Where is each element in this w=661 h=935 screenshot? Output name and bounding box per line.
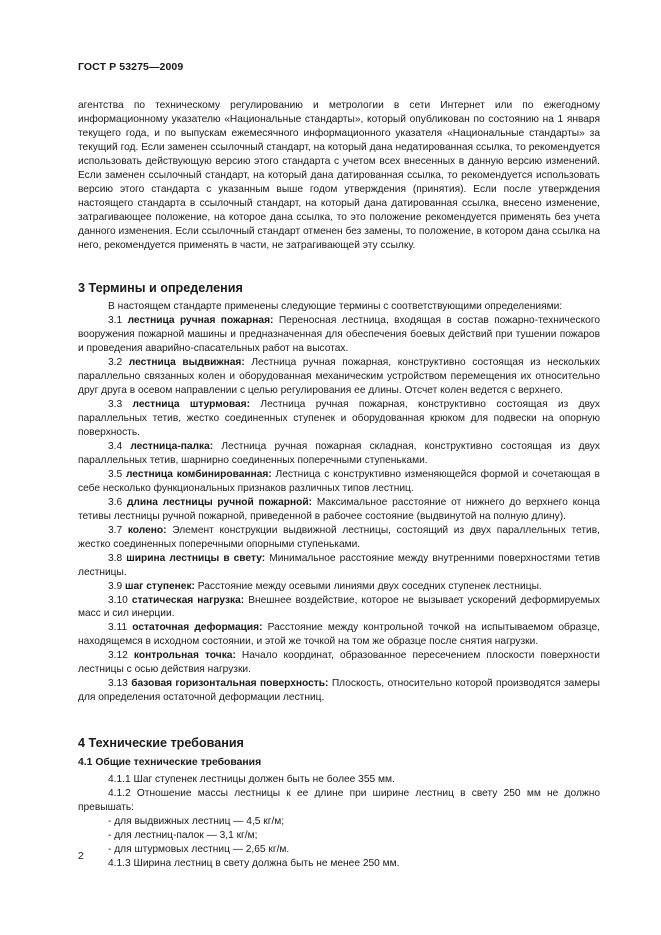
term-definition (78, 314, 600, 356)
term-name: контрольная точка: (133, 650, 236, 662)
term-number: 3.13 (108, 678, 128, 690)
term-definition (78, 496, 600, 524)
term-definition (78, 580, 600, 594)
term-text: Расстояние между осевыми линиями двух соседних ступенек лестницы. (197, 580, 542, 592)
term-number: 3.12 (108, 650, 128, 662)
term-name: шаг ступенек: (125, 580, 195, 592)
term-text: Переносная лестница, входящая в состав пожарно-технического вооружения пожарной машины и предназначенная для обеспечения боевых действий при тушении пожаров и проведения аварийно-спасательных работ на высотах. (78, 315, 600, 355)
term-number: 3.1 (108, 315, 123, 327)
term-definition (78, 621, 600, 649)
term-name: лестница штурмовая: (132, 399, 251, 411)
section-4-title: 4 Технические требования (78, 736, 244, 751)
section-3-lead: В настоящем стандарте применены следующие термины с соответствующими определениями: (108, 301, 563, 313)
term-number: 3.2 (108, 357, 123, 369)
term-name: лестница-палка: (130, 441, 214, 453)
list-item: - для штурмовых лестниц — 2,65 кг/м. (108, 843, 290, 855)
term-text: Плоскость, относительно которой производятся замеры для определения остаточной деформации лестниц. (78, 678, 600, 704)
term-number: 3.10 (108, 594, 128, 606)
term-text: Внешнее воздействие, которое не вызывает ускорений деформируемых масс и сил инерции. (78, 594, 600, 620)
term-name: статическая нагрузка: (131, 594, 245, 606)
clause-4-1-3: 4.1.3 Ширина лестниц в свету должна быть не менее 250 мм. (108, 857, 400, 869)
term-text: Лестница ручная пожарная, конструктивно состоящая из нескольких параллельно связанных колен и оборудованная механическим устройством перемещения их относительно друг друга в осевом направлении с целью регулирования ее длины. Отсчет колен ведется с верхнего. (78, 357, 600, 397)
list-item: - для лестниц-палок — 3,1 кг/м; (108, 829, 258, 841)
term-name: длина лестницы ручной пожарной: (126, 496, 313, 508)
section-3-title: 3 Термины и определения (78, 281, 243, 296)
term-name: лестница комбинированная: (125, 468, 272, 480)
term-text: Лестница с конструктивно изменяющейся формой и сочетающая в себе несколько функциональных признаков различных типов лестниц. (78, 468, 600, 494)
term-text: Лестница ручная пожарная, конструктивно состоящая из двух параллельных тетив, жестко соединенных ступенек и оборудованная крюком для подвески на опорную поверхность. (78, 399, 600, 439)
term-number: 3.11 (108, 622, 128, 634)
term-text: Максимальное расстояние от нижнего до верхнего конца тетивы лестницы ручной пожарной, приведенной в рабочее состояние (выдвинутой на полную длину). (78, 496, 600, 522)
term-name: колено: (127, 524, 167, 536)
term-definition (78, 677, 600, 705)
term-definition (78, 468, 600, 496)
clause-4-1-1: 4.1.1 Шаг ступенек лестницы должен быть не более 355 мм. (108, 774, 395, 786)
term-name: ширина лестницы в свету: (126, 552, 266, 564)
term-text: Начало координат, образованное пересечением плоскости поверхности лестницы с осью действия нагрузки. (78, 650, 600, 676)
term-name: остаточная деформация: (132, 622, 263, 634)
term-text: Минимальное расстояние между внутренними поверхностями тетив лестницы. (78, 552, 600, 578)
document-header: ГОСТ Р 53275—2009 (78, 61, 184, 73)
page-number: 2 (78, 850, 84, 862)
term-number: 3.7 (108, 524, 123, 536)
term-number: 3.8 (108, 552, 123, 564)
term-definition (78, 440, 600, 468)
term-number: 3.5 (108, 468, 123, 480)
subsection-4-1-title: 4.1 Общие технические требования (78, 757, 262, 769)
term-number: 3.4 (108, 441, 123, 453)
terms-list (78, 314, 600, 705)
term-definition (78, 649, 600, 677)
term-name: лестница ручная пожарная: (127, 315, 274, 327)
document-body (78, 99, 600, 871)
term-definition (78, 552, 600, 580)
term-name: лестница выдвижная: (128, 357, 245, 369)
term-text: Лестница ручная пожарная складная, конструктивно состоящая из двух параллельных тетив, шарнирно соединенных поперечными ступеньками. (78, 441, 600, 466)
term-text: Элемент конструкции выдвижной лестницы, состоящий из двух параллельных тетив, жестко соединенных поперечными опорными ступеньками. (78, 524, 600, 550)
term-definition (78, 524, 600, 552)
term-definition (78, 594, 600, 622)
term-definition (78, 356, 600, 398)
list-item: - для выдвижных лестниц — 4,5 кг/м; (108, 815, 285, 827)
term-number: 3.9 (108, 580, 123, 592)
intro-paragraph: агентства по техническому регулированию и метрологии в сети Интернет или по ежегодному информационному указателю «Национальные стандарты», который опубликован по состоянию на 1 января текущего года, и по выпускам ежемесячного информационного указателя «Национальные стандарты» за текущий год. Если заменен ссылочный стандарт, на который дана недатированная ссылка, то рекомендуется использовать действующую версию этого стандарта с учетом всех внесенных в данную версию изменений. Если заменен ссылочный стандарт, на который дана датированная ссылка, то рекомендуется использовать версию этого стандарта с указанным выше годом утверждения (принятия). Если после утверждения настоящего стандарта в ссылочный стандарт, на который дана датированная ссылка, внесено изменение, затрагивающее положение, на которое дана ссылка, то это положение рекомендуется применять без учета данного изменения. Если ссылочный стандарт отменен без замены, то положение, в котором дана ссылка на него, рекомендуется применять в части, не затрагивающей эту ссылку. (78, 100, 600, 251)
term-text: Расстояние между контрольной точкой на испытываемом образце, находящемся в исходном состоянии, и этой же точкой на том же образце после снятия нагрузки. (78, 622, 600, 648)
term-name: базовая горизонтальная поверхность: (131, 678, 329, 690)
term-definition (78, 398, 600, 440)
clause-4-1-2: 4.1.2 Отношение массы лестницы к ее длине при ширине лестниц в свету 250 мм не должно превышать: (78, 788, 600, 813)
term-number: 3.6 (108, 496, 123, 508)
term-number: 3.3 (108, 399, 123, 411)
